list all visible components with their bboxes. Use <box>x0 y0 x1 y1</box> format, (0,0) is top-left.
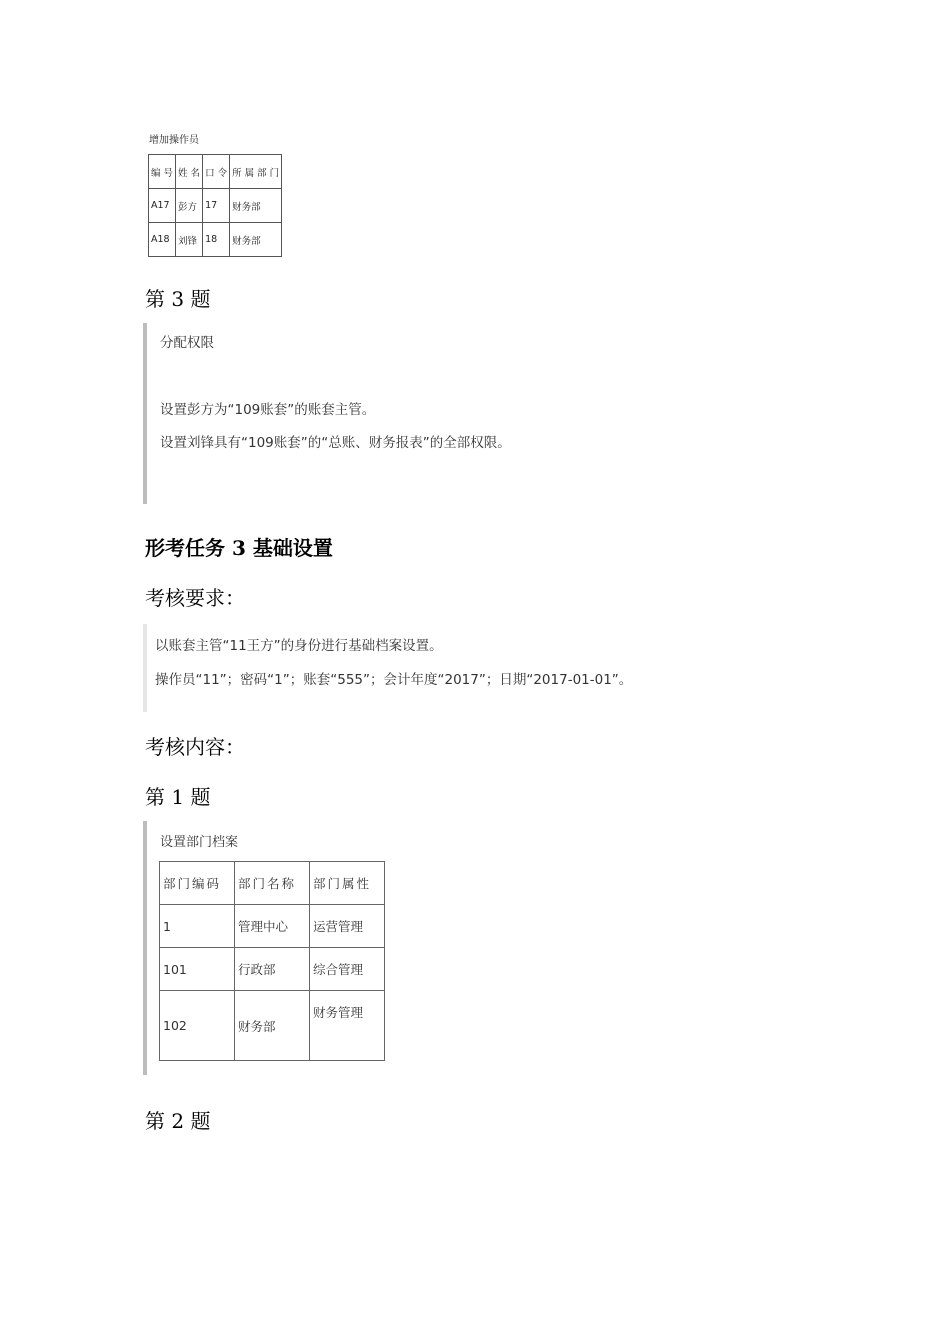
table-cell: A17 <box>149 189 176 223</box>
header-cell: 口 令 <box>203 155 230 189</box>
table-row <box>149 189 282 223</box>
requirements-line-2: 操作员“11”；密码“1”；账套“555”；会计年度“2017”；日期“2017-01-01”。 <box>155 672 633 688</box>
operator-table <box>148 154 282 257</box>
requirements-block <box>143 624 727 712</box>
table-row <box>160 905 385 948</box>
table-cell: 1 <box>160 905 235 948</box>
dept-table <box>159 861 385 1061</box>
table-cell: 管理中心 <box>235 905 310 948</box>
table-cell: 行政部 <box>235 948 310 991</box>
table-cell: 财务部 <box>230 223 282 257</box>
table-cell: 综合管理 <box>310 948 385 991</box>
table-row <box>160 991 385 1061</box>
table-row <box>160 948 385 991</box>
table-cell: 财务部 <box>230 189 282 223</box>
requirements-label: 考核要求： <box>145 586 245 610</box>
header-cell: 编 号 <box>149 155 176 189</box>
table-header-row <box>160 862 385 905</box>
header-cell: 部门编码 <box>160 862 235 905</box>
permissions-title: 分配权限 <box>160 335 214 351</box>
table-row <box>149 223 282 257</box>
table-cell: 财务部 <box>235 991 310 1061</box>
header-cell: 姓 名 <box>176 155 203 189</box>
table-cell: 101 <box>160 948 235 991</box>
header-cell: 部门名称 <box>235 862 310 905</box>
content-label: 考核内容： <box>145 735 245 759</box>
dept-archive-title: 设置部门档案 <box>160 835 239 850</box>
table-cell: 17 <box>203 189 230 223</box>
question-1-label: 第 1 题 <box>145 785 211 809</box>
header-cell: 部门属性 <box>310 862 385 905</box>
requirements-line-1: 以账套主管“11王方”的身份进行基础档案设置。 <box>155 638 443 654</box>
table-cell: 运营管理 <box>310 905 385 948</box>
table-cell: A18 <box>149 223 176 257</box>
table-header-row <box>149 155 282 189</box>
table-cell: 刘锋 <box>176 223 203 257</box>
table-cell: 102 <box>160 991 235 1061</box>
add-operator-title: 增加操作员 <box>149 135 199 146</box>
table-cell: 彭方 <box>176 189 203 223</box>
task-3-heading: 形考任务 3 基础设置 <box>145 536 333 560</box>
permissions-line-2: 设置刘锋具有“109账套”的“总账、财务报表”的全部权限。 <box>160 435 511 451</box>
table-cell: 财务管理 <box>310 991 385 1061</box>
header-cell: 所 属 部 门 <box>230 155 282 189</box>
permissions-line-1: 设置彭方为“109账套”的账套主管。 <box>160 402 376 418</box>
question-3-label: 第 3 题 <box>145 287 211 311</box>
question-2-label: 第 2 题 <box>145 1109 211 1133</box>
permissions-block <box>143 323 587 504</box>
table-cell: 18 <box>203 223 230 257</box>
